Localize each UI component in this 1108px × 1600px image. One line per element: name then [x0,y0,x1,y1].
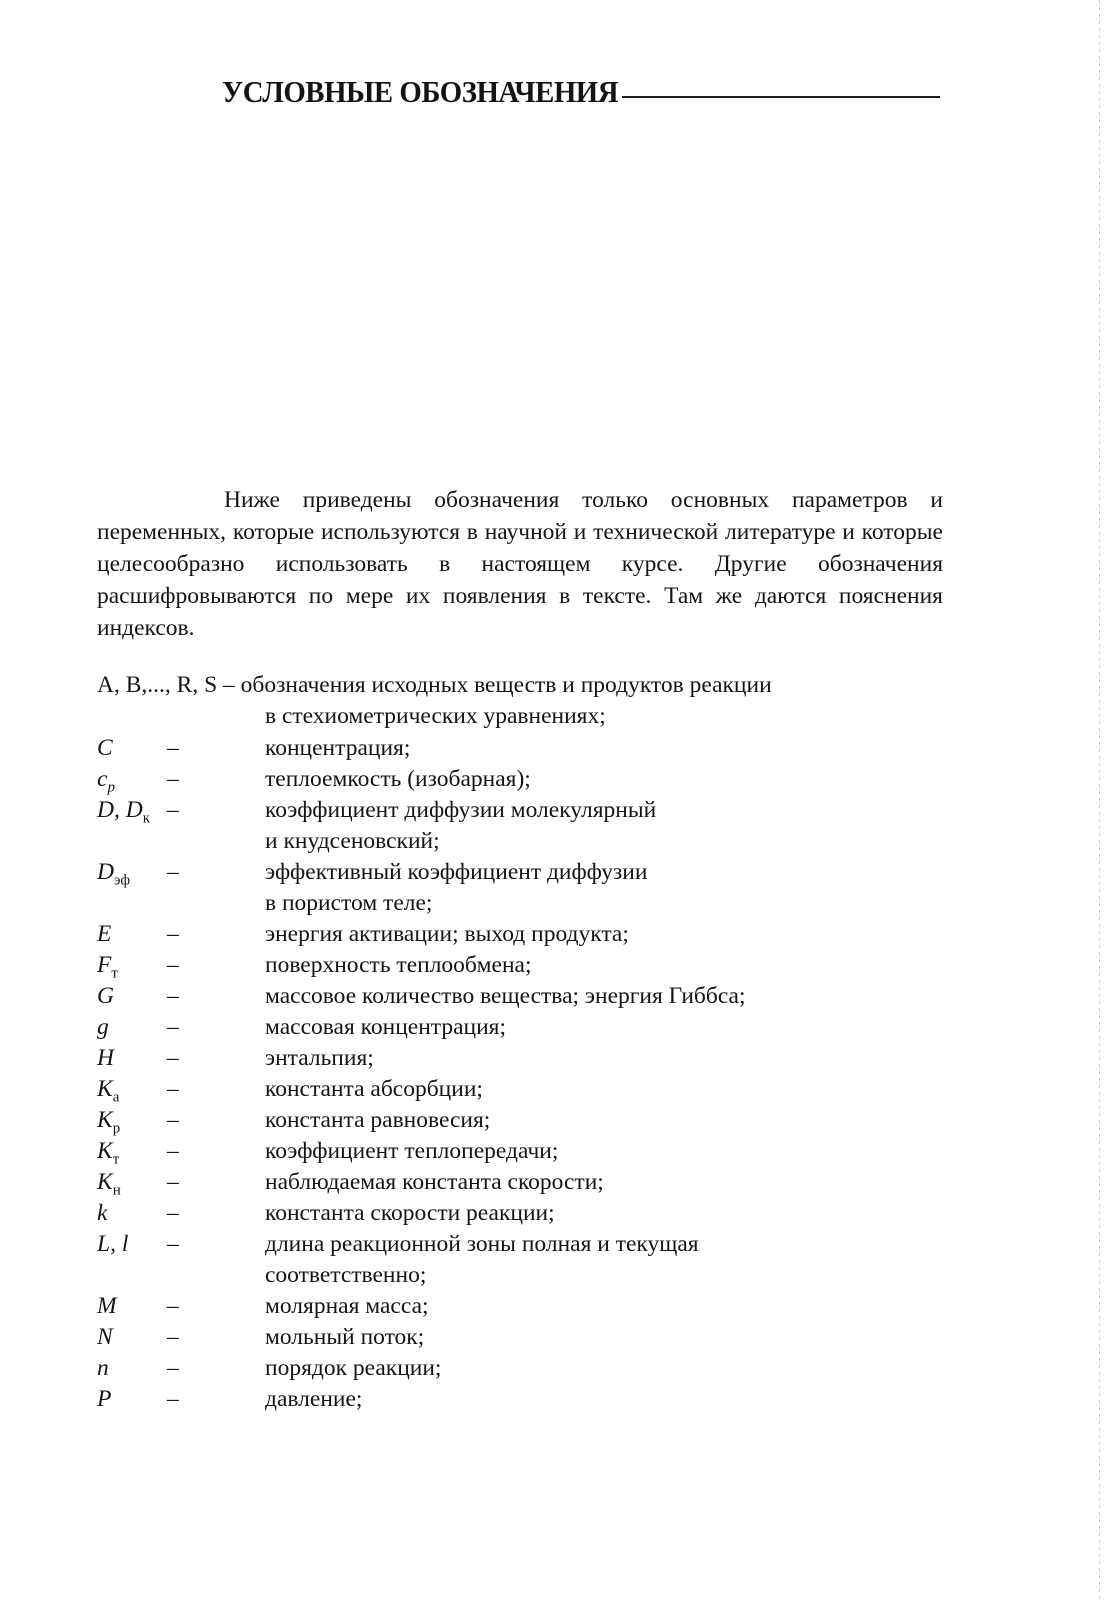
legend-description: наблюдаемая константа скорости; [265,1169,604,1195]
legend-row [97,1198,957,1229]
legend-row [97,1105,957,1136]
legend-symbol-subscript: т [111,965,118,982]
legend-symbol [97,795,150,826]
legend-symbol-subscript: т [112,1151,120,1168]
page-title: УСЛОВНЫЕ ОБОЗНАЧЕНИЯ [222,74,619,109]
legend-symbol-text: n [97,1355,109,1381]
legend-row [97,1012,957,1043]
legend-dash: – [167,1386,179,1412]
legend-dash: – [167,735,179,761]
legend-symbol [97,919,111,950]
legend-symbol [97,1322,113,1353]
legend-description: коэффициент диффузии молекулярный и кнудсеновский; [265,797,657,854]
legend-dash: – [167,1324,179,1350]
legend-symbol [97,1353,109,1384]
legend-symbol [97,1198,107,1229]
legend-symbol-text: P [97,1386,112,1412]
legend-symbol-subscript: к [142,810,150,827]
legend-dash: – [167,1076,179,1102]
legend-row [97,1384,957,1415]
legend-description: мольный поток; [265,1324,425,1350]
legend-dash: – [167,952,179,978]
legend-row [97,1229,957,1291]
legend-symbol-text: M [97,1293,117,1319]
legend-dash: – [167,1231,179,1257]
legend-first-continuation: в стехиометрических уравнениях; [265,703,606,729]
heading-rule [622,96,940,98]
intro-paragraph: Ниже приведены обозначения только основных параметров и переменных, которые используются в научной и технической литературе и которые целесообразно использовать в настоящем курсе. Другие обозначения расшифровываются по мере их появления в тексте. Там же даются пояснения индексов. [97,487,943,641]
legend-description: коэффициент теплопередачи; [265,1138,559,1164]
heading-row [222,74,942,114]
legend-symbol-subscript: н [112,1182,121,1199]
legend-description: теплоемкость (изобарная); [265,766,531,792]
legend-row [97,1136,957,1167]
legend-dash: – [167,1045,179,1071]
legend-symbol-text: K [97,1138,113,1164]
legend-row [97,919,957,950]
legend-symbol-subscript: p [107,779,115,796]
legend-dash: – [167,859,179,885]
legend-symbol-text: K [97,1169,113,1195]
legend-symbol-text: K [97,1107,113,1133]
legend-symbol [97,1167,121,1198]
legend-symbol-subscript: р [112,1120,121,1137]
legend-first-line: A, B,..., R, S – обозначения исходных веществ и продуктов реакции [97,672,772,698]
legend-symbol [97,1012,109,1043]
legend-symbol-text: F [97,952,112,978]
legend-row [97,1167,957,1198]
legend-symbol [97,764,115,795]
legend-dash: – [167,766,179,792]
legend-description: эффективный коэффициент диффузии в пористом теле; [265,859,648,916]
legend-row [97,1322,957,1353]
legend-symbol-text: g [97,1014,109,1040]
legend-symbol-text: D [97,859,114,885]
legend-symbol-text: L, l [97,1231,129,1257]
legend-symbol-text: E [97,921,112,947]
legend-symbol-text: G [97,983,114,1009]
legend-row [97,733,957,764]
legend-row [97,981,957,1012]
legend-description: константа скорости реакции; [265,1200,555,1226]
legend-symbol-subscript: эф [113,872,131,889]
legend-row [97,764,957,795]
legend-symbol [97,1043,114,1074]
legend-symbol-text: K [97,1076,113,1102]
legend-list [97,733,957,1415]
legend-row [97,857,957,919]
legend-dash: – [167,983,179,1009]
legend-symbol-text: C [97,735,113,761]
legend-description: константа равновесия; [265,1107,491,1133]
legend-symbol-text: N [97,1324,113,1350]
legend-symbol [97,1136,119,1167]
legend-row [97,1074,957,1105]
legend-symbol-text: D, D [97,797,143,823]
legend-symbol-text: k [97,1200,108,1226]
legend-dash: – [167,1014,179,1040]
legend-dash: – [167,921,179,947]
legend-description: порядок реакции; [265,1355,442,1381]
legend-symbol [97,1384,111,1415]
legend-row [97,1291,957,1322]
legend-symbol [97,950,118,981]
legend-dash: – [167,797,179,823]
legend-dash: – [167,1355,179,1381]
legend-dash: – [167,1107,179,1133]
legend-description: молярная масса; [265,1293,429,1319]
legend-dash: – [167,1138,179,1164]
legend-symbol [97,857,130,888]
legend-row [97,950,957,981]
legend-symbol [97,981,114,1012]
legend-description: длина реакционной зоны полная и текущая соответственно; [265,1231,699,1288]
legend-description: давление; [265,1386,363,1412]
legend-description: энтальпия; [265,1045,374,1071]
legend-symbol [97,1291,117,1322]
legend-description: константа абсорбции; [265,1076,483,1102]
legend-dash: – [167,1293,179,1319]
legend-symbol-text: c [97,766,108,792]
legend-symbol-subscript: а [112,1089,120,1106]
legend-row [97,1353,957,1384]
legend-dash: – [167,1200,179,1226]
legend-description: концентрация; [265,735,411,761]
legend-symbol [97,733,113,764]
legend-row [97,795,957,857]
legend-dash: – [167,1169,179,1195]
legend-first-entry [97,670,957,729]
legend-symbol [97,1074,119,1105]
legend-description: энергия активации; выход продукта; [265,921,629,947]
legend-description: поверхность теплообмена; [265,952,532,978]
legend-description: массовая концентрация; [265,1014,507,1040]
legend-symbol-text: H [97,1045,114,1071]
page-edge-shadow [1099,0,1100,1600]
legend-description: массовое количество вещества; энергия Гиббса; [265,983,746,1009]
legend-symbol [97,1105,120,1136]
legend-symbol [97,1229,128,1260]
legend-row [97,1043,957,1074]
